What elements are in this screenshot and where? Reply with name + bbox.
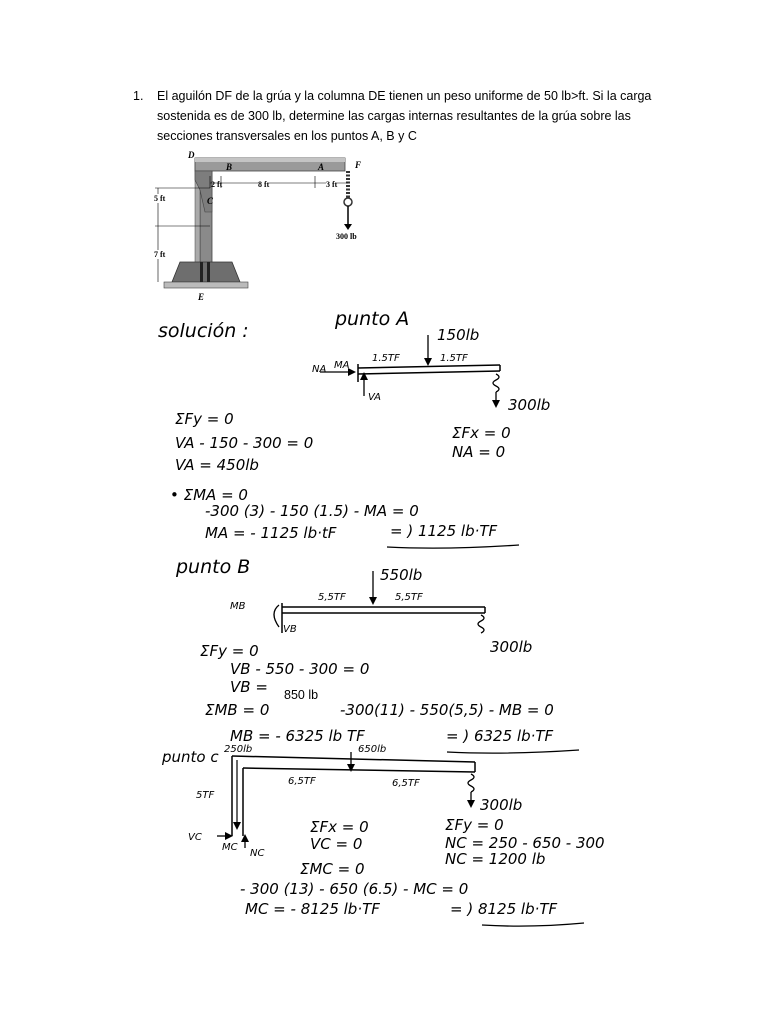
a-eq3: VA = 450lb xyxy=(175,456,259,474)
punto-a-hang-load: 300lb xyxy=(508,396,551,414)
problem-number: 1. xyxy=(133,89,144,103)
b-eq4b: -300(11) - 550(5,5) - MB = 0 xyxy=(340,701,554,719)
punto-a-va: VA xyxy=(368,392,382,403)
punto-b-load-label: 550lb xyxy=(380,566,423,584)
c-eq3: ΣFy = 0 xyxy=(445,816,504,834)
dim-7ft: 7 ft xyxy=(154,250,166,259)
a-eq7: -300 (3) - 150 (1.5) - MA = 0 xyxy=(205,502,419,520)
punto-a-dist-right: 1.5TF xyxy=(440,353,468,364)
punto-c-nc: NC xyxy=(250,848,265,859)
dim-8ft: 8 ft xyxy=(258,180,270,189)
punto-c-col-load: 250lb xyxy=(224,744,253,755)
punto-b-hang-load: 300lb xyxy=(490,638,533,656)
label-c: C xyxy=(207,196,214,206)
a-eq5: NA = 0 xyxy=(452,443,506,461)
problem-text: El aguilón DF de la grúa y la columna DE tienen un peso uniforme de 50 lb>ft. Si la carga sostenida es de 300 lb, determine las cargas internas resultantes de la grúa sobre las secciones transversales en los puntos A, B y C xyxy=(157,89,652,143)
label-f: F xyxy=(355,160,362,170)
punto-a-dist-left: 1.5TF xyxy=(372,353,400,364)
punto-c-vc: VC xyxy=(188,832,202,843)
label-a: A xyxy=(318,162,325,172)
a-underline xyxy=(385,542,525,552)
punto-a-ma: MA xyxy=(334,360,350,371)
b-eq2: VB - 550 - 300 = 0 xyxy=(230,660,370,678)
b-eq6: = ) 6325 lb·TF xyxy=(446,727,554,745)
punto-b-diagram xyxy=(255,565,495,650)
b-typed-value: 850 lb xyxy=(284,688,319,702)
punto-a-load-label: 150lb xyxy=(437,326,480,344)
crane-drawing xyxy=(150,150,370,305)
c-eq5: NC = 1200 lb xyxy=(445,850,546,868)
c-eq8: MC = - 8125 lb·TF xyxy=(245,900,380,918)
b-eq3: VB = xyxy=(230,678,268,696)
c-eq2: VC = 0 xyxy=(310,835,363,853)
punto-a-na: NA xyxy=(312,364,327,375)
solution-title: solución : xyxy=(158,320,249,342)
punto-b-vb: VB xyxy=(283,624,297,635)
punto-b-mb: MB xyxy=(230,601,246,612)
b-eq5: MB = - 6325 lb TF xyxy=(230,727,365,745)
a-eq2: VA - 150 - 300 = 0 xyxy=(175,434,314,452)
c-eq6: ΣMC = 0 xyxy=(300,860,365,878)
punto-c-dist-right: 6,5TF xyxy=(392,778,420,789)
c-eq4: NC = 250 - 650 - 300 xyxy=(445,834,605,852)
a-eq1: ΣFy = 0 xyxy=(175,410,234,428)
punto-b-dist-left: 5,5TF xyxy=(318,592,346,603)
punto-a-heading: punto A xyxy=(335,308,410,330)
a-eq9: = ) 1125 lb·TF xyxy=(390,522,498,540)
c-eq9: = ) 8125 lb·TF xyxy=(450,900,558,918)
dim-5ft: 5 ft xyxy=(154,194,166,203)
punto-c-heading: punto c xyxy=(162,748,219,766)
punto-b-dist-right: 5,5TF xyxy=(395,592,423,603)
punto-c-hang-load: 300lb xyxy=(480,796,523,814)
c-eq7: - 300 (13) - 650 (6.5) - MC = 0 xyxy=(240,880,469,898)
label-e: E xyxy=(198,292,205,302)
b-eq4: ΣMB = 0 xyxy=(205,701,270,719)
b-eq1: ΣFy = 0 xyxy=(200,642,259,660)
load-300lb: 300 lb xyxy=(336,232,357,241)
label-b: B xyxy=(226,162,233,172)
dim-2ft: 2 ft xyxy=(211,180,223,189)
punto-c-load-label: 650lb xyxy=(358,744,387,755)
c-eq1: ΣFx = 0 xyxy=(310,818,369,836)
a-eq8: MA = - 1125 lb·tF xyxy=(205,524,337,542)
dim-3ft: 3 ft xyxy=(326,180,338,189)
label-d: D xyxy=(188,150,195,160)
a-eq6: • ΣMA = 0 xyxy=(170,486,248,504)
punto-a-diagram xyxy=(300,330,530,415)
a-eq4: ΣFx = 0 xyxy=(452,424,511,442)
crane-figure xyxy=(150,150,370,305)
c-underline xyxy=(480,920,590,930)
punto-b-heading: punto B xyxy=(176,556,251,578)
punto-c-dist-left: 6,5TF xyxy=(288,776,316,787)
punto-c-mc: MC xyxy=(222,842,238,853)
punto-c-col-len: 5TF xyxy=(196,790,215,801)
